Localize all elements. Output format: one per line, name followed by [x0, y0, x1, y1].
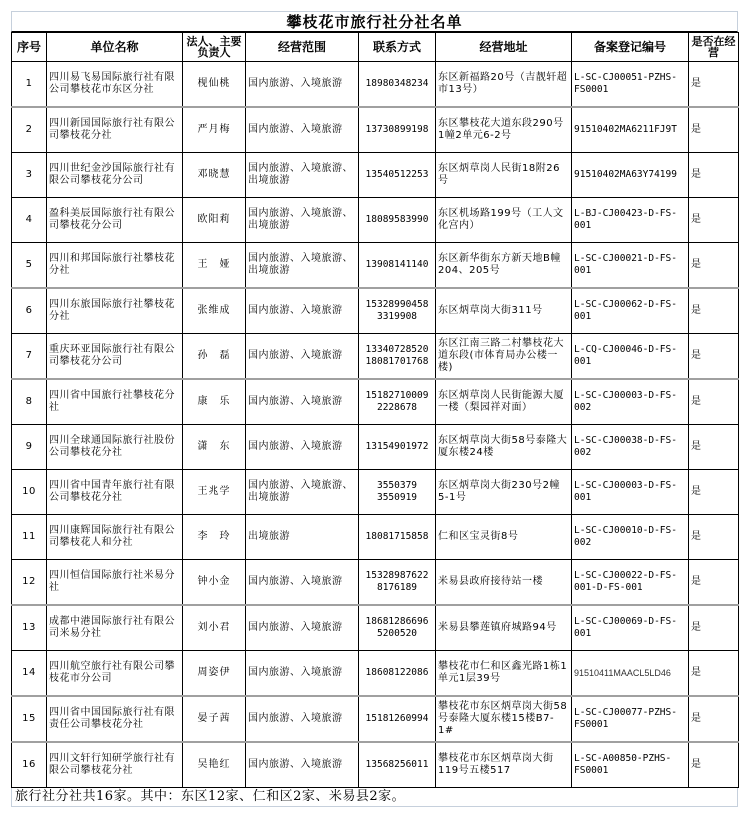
cell-contact: [359, 515, 436, 560]
cell-business-scope: 国内旅游、入境旅游、出境旅游: [246, 470, 359, 515]
summary-note: 旅行社分社共16家。其中：东区12家、仁和区2家、米易县2家。: [11, 788, 738, 807]
cell-responsible-person: 张维成: [183, 288, 246, 334]
cell-company-name: 四川全球通国际旅行社股份公司攀枝花分社: [47, 425, 183, 470]
cell-registration-no: [572, 470, 689, 515]
cell-company-name: 四川省中国旅行社攀枝花分社: [47, 379, 183, 425]
cell-operating-status: 是: [689, 379, 739, 425]
table-row: [12, 470, 739, 515]
cell-address: 东区攀枝花大道东段290号1幢2单元6-2号: [436, 107, 572, 153]
contact-number: 18608122086: [365, 667, 429, 678]
cell-no: 3: [12, 153, 47, 198]
cell-address: 东区炳草岗大街230号2幢5-1号: [436, 470, 572, 515]
registration-line: L-SC-CJ00062-D-FS-: [574, 299, 677, 310]
cell-business-scope: 国内旅游、入境旅游: [246, 288, 359, 334]
cell-no: 8: [12, 379, 47, 425]
header-person: 法人、主要负责人: [183, 33, 246, 62]
cell-operating-status: 是: [689, 107, 739, 153]
cell-responsible-person: 李 玲: [183, 515, 246, 560]
registration-line: 001: [574, 628, 592, 639]
cell-contact: [359, 605, 436, 651]
header-operating: 是否在经营: [689, 33, 739, 62]
cell-contact: [359, 379, 436, 425]
registration-line: L-SC-CJ00069-D-FS-: [574, 616, 677, 627]
cell-contact: [359, 107, 436, 153]
cell-operating-status: 是: [689, 425, 739, 470]
cell-responsible-person: 潇 东: [183, 425, 246, 470]
cell-address: 东区炳草岗人民街18附26号: [436, 153, 572, 198]
registration-line: L-SC-CJ00038-D-FS-: [574, 435, 677, 446]
cell-registration-no: [572, 742, 689, 788]
registration-line: L-CQ-CJ00046-D-FS-: [574, 344, 677, 355]
contact-number: 18081701768: [365, 356, 429, 367]
cell-registration-no: [572, 334, 689, 380]
registration-line: L-SC-CJ00003-D-FS-: [574, 390, 677, 401]
contact-number: 18089583990: [365, 214, 429, 225]
cell-registration-no: [572, 696, 689, 742]
header-no: 序号: [12, 33, 47, 62]
contact-number: 15328990458: [365, 299, 429, 310]
cell-company-name: 四川省中国国际旅行社有限责任公司攀枝花分社: [47, 696, 183, 742]
cell-business-scope: 国内旅游、入境旅游、出境旅游: [246, 198, 359, 243]
cell-no: 7: [12, 334, 47, 380]
cell-company-name: 四川易飞易国际旅行社有限公司攀枝花市东区分社: [47, 62, 183, 108]
cell-address: 东区炳草岗大街58号泰隆大厦东楼24楼: [436, 425, 572, 470]
cell-address: 仁和区宝灵街8号: [436, 515, 572, 560]
cell-operating-status: 是: [689, 62, 739, 108]
registration-line: L-SC-CJ00077-PZHS-: [574, 707, 677, 718]
cell-address: 米易县政府接待站一楼: [436, 560, 572, 606]
header-contact: 联系方式: [359, 33, 436, 62]
header-address: 经营地址: [436, 33, 572, 62]
registration-line: 002: [574, 402, 592, 413]
header-name: 单位名称: [47, 33, 183, 62]
cell-contact: [359, 243, 436, 289]
cell-address: 东区机场路199号（工人文化宫内）: [436, 198, 572, 243]
cell-no: 1: [12, 62, 47, 108]
contact-number: 13540512253: [365, 169, 429, 180]
cell-business-scope: 国内旅游、入境旅游: [246, 560, 359, 606]
contact-number: 18081715858: [365, 531, 429, 542]
cell-business-scope: 国内旅游、入境旅游、出境旅游: [246, 153, 359, 198]
registration-line: L-SC-CJ00051-PZHS-: [574, 72, 677, 83]
cell-no: 12: [12, 560, 47, 606]
cell-contact: [359, 425, 436, 470]
cell-company-name: 四川航空旅行社有限公司攀枝花市分公司: [47, 651, 183, 697]
cell-responsible-person: 康 乐: [183, 379, 246, 425]
cell-responsible-person: 王兆学: [183, 470, 246, 515]
cell-operating-status: 是: [689, 605, 739, 651]
registration-line: L-BJ-CJ00423-D-FS-: [574, 208, 677, 219]
cell-operating-status: 是: [689, 153, 739, 198]
cell-address: 东区新福路20号（吉靓轩超市13号）: [436, 62, 572, 108]
table-row: [12, 334, 739, 380]
cell-responsible-person: 刘小君: [183, 605, 246, 651]
cell-company-name: 四川新国国际旅行社有限公司攀枝花分社: [47, 107, 183, 153]
cell-responsible-person: 邓晓慧: [183, 153, 246, 198]
cell-business-scope: 国内旅游、入境旅游: [246, 425, 359, 470]
table-row: [12, 651, 739, 697]
cell-no: 16: [12, 742, 47, 788]
cell-registration-no: [572, 379, 689, 425]
registration-line: 001: [574, 311, 592, 322]
cell-operating-status: 是: [689, 334, 739, 380]
cell-operating-status: 是: [689, 742, 739, 788]
cell-operating-status: 是: [689, 288, 739, 334]
cell-contact: [359, 153, 436, 198]
cell-business-scope: 国内旅游、入境旅游: [246, 334, 359, 380]
cell-business-scope: 国内旅游、入境旅游: [246, 605, 359, 651]
contact-number: 13568256011: [365, 759, 429, 770]
cell-no: 14: [12, 651, 47, 697]
cell-registration-no: [572, 288, 689, 334]
cell-business-scope: 国内旅游、入境旅游: [246, 651, 359, 697]
cell-operating-status: 是: [689, 198, 739, 243]
cell-no: 6: [12, 288, 47, 334]
cell-contact: [359, 651, 436, 697]
table-body: [12, 62, 739, 788]
contact-number: 13154901972: [365, 441, 429, 452]
cell-responsible-person: 王 娅: [183, 243, 246, 289]
table-row: [12, 288, 739, 334]
table-row: [12, 62, 739, 108]
cell-no: 13: [12, 605, 47, 651]
cell-company-name: 四川恒信国际旅行社米易分社: [47, 560, 183, 606]
contact-number: 13730899198: [365, 124, 429, 135]
cell-business-scope: 国内旅游、入境旅游: [246, 696, 359, 742]
registration-line: 002: [574, 447, 592, 458]
header-row: [12, 33, 739, 62]
registration-line: 91510411MAACL5LD46: [574, 668, 671, 678]
table-row: [12, 198, 739, 243]
cell-responsible-person: 钟小金: [183, 560, 246, 606]
cell-no: 10: [12, 470, 47, 515]
table-row: [12, 560, 739, 606]
cell-registration-no: [572, 651, 689, 697]
cell-address: 东区炳草岗大街311号: [436, 288, 572, 334]
registration-line: L-SC-CJ00021-D-FS-: [574, 253, 677, 264]
registration-line: L-SC-A00850-PZHS-: [574, 753, 672, 764]
cell-operating-status: 是: [689, 560, 739, 606]
registration-line: 91510402MA63Y74199: [574, 169, 677, 180]
contact-number: 3319908: [376, 311, 418, 322]
cell-business-scope: 出境旅游: [246, 515, 359, 560]
registration-line: 002: [574, 537, 592, 548]
contact-number: 18980348234: [365, 78, 429, 89]
cell-responsible-person: 严月梅: [183, 107, 246, 153]
cell-no: 9: [12, 425, 47, 470]
cell-address: 东区炳草岗人民街能源大厦一楼（梨园祥对面）: [436, 379, 572, 425]
cell-no: 5: [12, 243, 47, 289]
cell-responsible-person: 周姿伊: [183, 651, 246, 697]
cell-company-name: 四川东旅国际旅行社攀枝花分社: [47, 288, 183, 334]
cell-operating-status: 是: [689, 243, 739, 289]
cell-business-scope: 国内旅游、入境旅游: [246, 379, 359, 425]
registration-line: 91510402MA6211FJ9T: [574, 124, 677, 135]
cell-business-scope: 国内旅游、入境旅游: [246, 62, 359, 108]
cell-business-scope: 国内旅游、入境旅游: [246, 742, 359, 788]
cell-registration-no: [572, 425, 689, 470]
registration-line: 001: [574, 356, 592, 367]
cell-company-name: 四川省中国青年旅行社有限公司攀枝花分社: [47, 470, 183, 515]
cell-contact: [359, 560, 436, 606]
cell-operating-status: 是: [689, 696, 739, 742]
cell-contact: [359, 198, 436, 243]
cell-address: 攀枝花市东区炳草岗大街58号泰隆大厦东楼15楼B7-1#: [436, 696, 572, 742]
registration-line: 001: [574, 265, 592, 276]
cell-operating-status: 是: [689, 651, 739, 697]
cell-responsible-person: 欧阳莉: [183, 198, 246, 243]
registration-line: 001: [574, 492, 592, 503]
registration-line: 001: [574, 220, 592, 231]
contact-number: 3550379: [376, 480, 418, 491]
table-row: [12, 742, 739, 788]
cell-address: 东区新华街东方新天地B幢204、205号: [436, 243, 572, 289]
registration-line: L-SC-CJ00003-D-FS-: [574, 480, 677, 491]
cell-business-scope: 国内旅游、入境旅游: [246, 107, 359, 153]
contact-number: 15182710009: [365, 390, 429, 401]
cell-responsible-person: 吴艳红: [183, 742, 246, 788]
table-row: [12, 379, 739, 425]
branch-table: [11, 32, 739, 788]
cell-no: 11: [12, 515, 47, 560]
contact-number: 18681286696: [365, 616, 429, 627]
contact-number: 5200520: [376, 628, 418, 639]
contact-number: 15181260994: [365, 713, 429, 724]
cell-responsible-person: 晏子茜: [183, 696, 246, 742]
cell-company-name: 四川文轩行知研学旅行社有限公司攀枝花分社: [47, 742, 183, 788]
cell-responsible-person: 枧仙桃: [183, 62, 246, 108]
cell-responsible-person: 孙 磊: [183, 334, 246, 380]
cell-company-name: 重庆环亚国际旅行社有限公司攀枝花分公司: [47, 334, 183, 380]
cell-address: 攀枝花市东区炳草岗大街119号五楼517: [436, 742, 572, 788]
registration-line: FS0001: [574, 719, 609, 730]
contact-number: 8176189: [376, 582, 418, 593]
registration-line: FS0001: [574, 84, 609, 95]
contact-number: 15328987622: [365, 570, 429, 581]
cell-contact: [359, 742, 436, 788]
cell-contact: [359, 288, 436, 334]
contact-number: 13340728520: [365, 344, 429, 355]
cell-registration-no: [572, 198, 689, 243]
cell-registration-no: [572, 515, 689, 560]
table-row: [12, 243, 739, 289]
table-row: [12, 153, 739, 198]
registration-line: FS0001: [574, 765, 609, 776]
cell-address: 攀枝花市仁和区鑫光路1栋1单元1层39号: [436, 651, 572, 697]
branch-list-sheet: [11, 11, 738, 807]
cell-company-name: 盈科美辰国际旅行社有限公司攀枝花分公司: [47, 198, 183, 243]
header-scope: 经营范围: [246, 33, 359, 62]
contact-number: 2228678: [376, 402, 418, 413]
cell-registration-no: [572, 107, 689, 153]
cell-no: 15: [12, 696, 47, 742]
registration-line: 001-D-FS-001: [574, 582, 643, 593]
cell-no: 2: [12, 107, 47, 153]
cell-address: 东区江南三路二村攀枝花大道东段(市体育局办公楼一楼): [436, 334, 572, 380]
contact-number: 3550919: [376, 492, 418, 503]
header-registration: 备案登记编号: [572, 33, 689, 62]
table-row: [12, 515, 739, 560]
table-row: [12, 696, 739, 742]
registration-line: L-SC-CJ00022-D-FS-: [574, 570, 677, 581]
contact-number: 13908141140: [365, 259, 429, 270]
cell-registration-no: [572, 605, 689, 651]
cell-operating-status: 是: [689, 515, 739, 560]
cell-business-scope: 国内旅游、入境旅游、出境旅游: [246, 243, 359, 289]
table-row: [12, 425, 739, 470]
cell-no: 4: [12, 198, 47, 243]
cell-company-name: 四川康辉国际旅行社有限公司攀枝花人和分社: [47, 515, 183, 560]
registration-line: L-SC-CJ00010-D-FS-: [574, 525, 677, 536]
cell-registration-no: [572, 243, 689, 289]
cell-company-name: 四川世纪金沙国际旅行社有限公司攀枝花分公司: [47, 153, 183, 198]
cell-contact: [359, 62, 436, 108]
cell-company-name: 成都中港国际旅行社有限公司米易分社: [47, 605, 183, 651]
cell-contact: [359, 334, 436, 380]
cell-company-name: 四川和邦国际旅行社攀枝花分社: [47, 243, 183, 289]
table-row: [12, 605, 739, 651]
cell-registration-no: [572, 153, 689, 198]
cell-operating-status: 是: [689, 470, 739, 515]
cell-contact: [359, 470, 436, 515]
cell-contact: [359, 696, 436, 742]
cell-address: 米易县攀莲镇府城路94号: [436, 605, 572, 651]
table-row: [12, 107, 739, 153]
cell-registration-no: [572, 560, 689, 606]
cell-registration-no: [572, 62, 689, 108]
sheet-title: 攀枝花市旅行社分社名单: [11, 11, 738, 32]
